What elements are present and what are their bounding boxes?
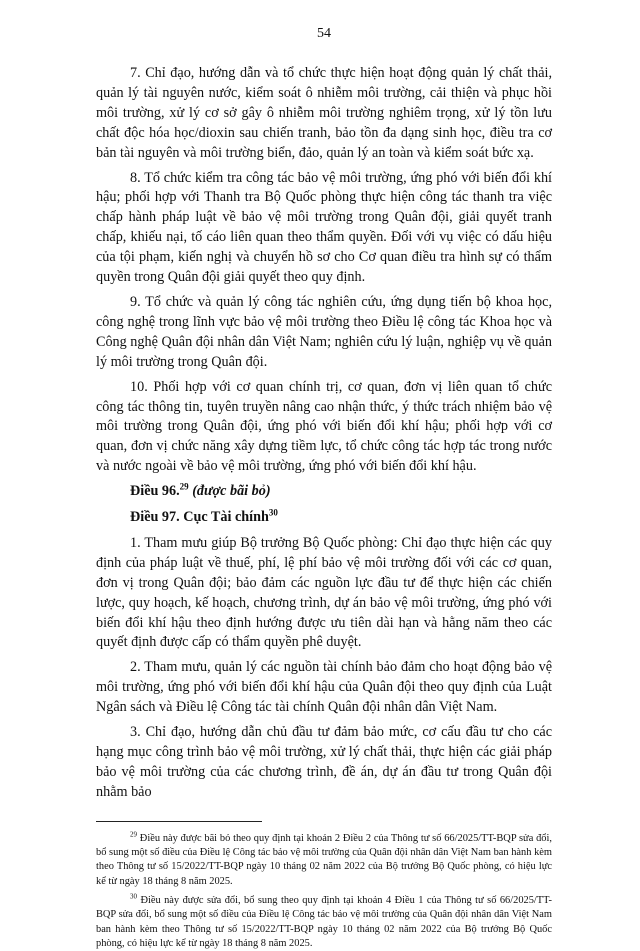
paragraph-article-97-item-2: 2. Tham mưu, quản lý các nguồn tài chính bảo đảm cho hoạt động bảo vệ môi trường, ứng phó với biến đổi khí hậu của Quân đội theo quy định của Luật Ngân sách và Điều lệ Công tác tài chính Quân đội nhân dân Việt Nam.: [96, 659, 552, 716]
footnote-30: [96, 894, 552, 951]
paragraph-article-97-item-1: 1. Tham mưu giúp Bộ trưởng Bộ Quốc phòng: Chỉ đạo thực hiện các quy định của pháp luật về thuế, phí, lệ phí bảo vệ môi trường đối với các cơ quan, đơn vị trong Quân đội; bảo đảm các nguồn lực đầu tư để thực hiện các chiến lược, quy hoạch, kế hoạch, chương trình, dự án bảo vệ môi trường, ứng phó với biến đổi khí hậu theo định hướng được ưu tiên dài hạn và hằng năm theo các quyết định được cấp có thẩm quyền phê duyệt.: [96, 534, 552, 651]
paragraph-item-8: 8. Tổ chức kiểm tra công tác bảo vệ môi trường, ứng phó với biến đổi khí hậu; phối hợp với Thanh tra Bộ Quốc phòng thực hiện công tác thanh tra việc chấp hành pháp luật về bảo vệ môi trường trong Quân đội, giải quyết tranh chấp, khiếu nại, tố cáo liên quan theo thẩm quyền. Đối với vụ việc có dấu hiệu của tội phạm, kiến nghị và chuyển hồ sơ cho Cơ quan điều tra hình sự có thẩm quyền trong Quân đội giải quyết theo quy định.: [96, 169, 552, 286]
paragraph-item-9: 9. Tổ chức và quản lý công tác nghiên cứu, ứng dụng tiến bộ khoa học, công nghệ trong lĩnh vực bảo vệ môi trường theo Điều lệ công tác Khoa học và Công nghệ Quân đội nhân dân Việt Nam; nghiên cứu lý luận, nghiệp vụ về quản lý môi trường trong Quân đội.: [96, 293, 552, 370]
paragraph-item-7: 7. Chỉ đạo, hướng dẫn và tổ chức thực hiện hoạt động quản lý chất thải, quản lý tài nguyên nước, kiểm soát ô nhiễm môi trường, cải thiện và phục hồi môi trường, xử lý cơ sở gây ô nhiễm môi trường nghiêm trọng, xử lý tồn lưu chất độc hóa học/dioxin sau chiến tranh, bảo tồn đa dạng sinh học, điều tra cơ bản tài nguyên và môi trường biển, đảo, quản lý an toàn và kiểm soát bức xạ.: [96, 65, 552, 161]
footnote-text-29: Điều này được bãi bỏ theo quy định tại khoản 2 Điều 2 của Thông tư số 66/2025/TT-BQP sửa đổi, bổ sung một số điều của Điều lệ Công tác bảo vệ môi trường của Quân đội nhân dân Việt Nam ban hành kèm theo Thông tư số 15/2022/TT-BQP ngày 10 tháng 02 năm 2022 của Bộ trưởng Bộ Quốc phòng, có hiệu lực kể từ ngày 18 tháng 8 năm 2025.: [96, 832, 552, 887]
footnote-ref-29[interactable]: 29: [179, 481, 189, 492]
footnote-divider: [96, 821, 262, 822]
footnote-text-30: Điều này được sửa đổi, bổ sung theo quy định tại khoản 4 Điều 1 của Thông tư số 66/2025/TT-BQP sửa đổi, bổ sung một số điều của Điều lệ Công tác bảo vệ môi trường của Quân đội nhân dân Việt Nam ban hành kèm theo Thông tư số 15/2022/TT-BQP ngày 10 tháng 02 năm 2022 của Bộ trưởng Bộ Quốc phòng, có hiệu lực kể từ ngày 18 tháng 8 năm 2025.: [96, 894, 552, 949]
paragraph-article-97-item-3: 3. Chỉ đạo, hướng dẫn chủ đầu tư đảm bảo mức, cơ cấu đầu tư cho các hạng mục công trình bảo vệ môi trường, xử lý chất thải, thực hiện các giải pháp bảo vệ môi trường của các chương trình, đề án, dự án đầu tư trong Quân đội nhằm bảo: [96, 724, 552, 800]
article-97-title: Điều 97. Cục Tài chính: [130, 509, 269, 526]
article-96-heading: [96, 482, 552, 502]
footnote-marker-29: 29: [130, 830, 137, 839]
article-97-heading: [96, 508, 552, 528]
paragraph-item-10: 10. Phối hợp với cơ quan chính trị, cơ quan, đơn vị liên quan tổ chức công tác thông tin, tuyên truyền nâng cao nhận thức, ý thức trách nhiệm bảo vệ môi trường trong Quân đội, ứng phó với biến đổi khí hậu; phối hợp với cơ quan, đơn vị chức năng xây dựng tiềm lực, tổ chức công tác hợp tác trong nước và nước ngoài về bảo vệ môi trường, ứng phó với biến đổi khí hậu.: [96, 378, 552, 475]
page-number: 54: [317, 26, 331, 41]
article-96-note: (được bãi bỏ): [188, 483, 271, 500]
footnote-ref-30[interactable]: 30: [268, 507, 278, 518]
article-96-title: Điều 96.: [130, 483, 180, 500]
footnote-29: [96, 832, 552, 889]
footnote-marker-30: 30: [130, 892, 137, 901]
